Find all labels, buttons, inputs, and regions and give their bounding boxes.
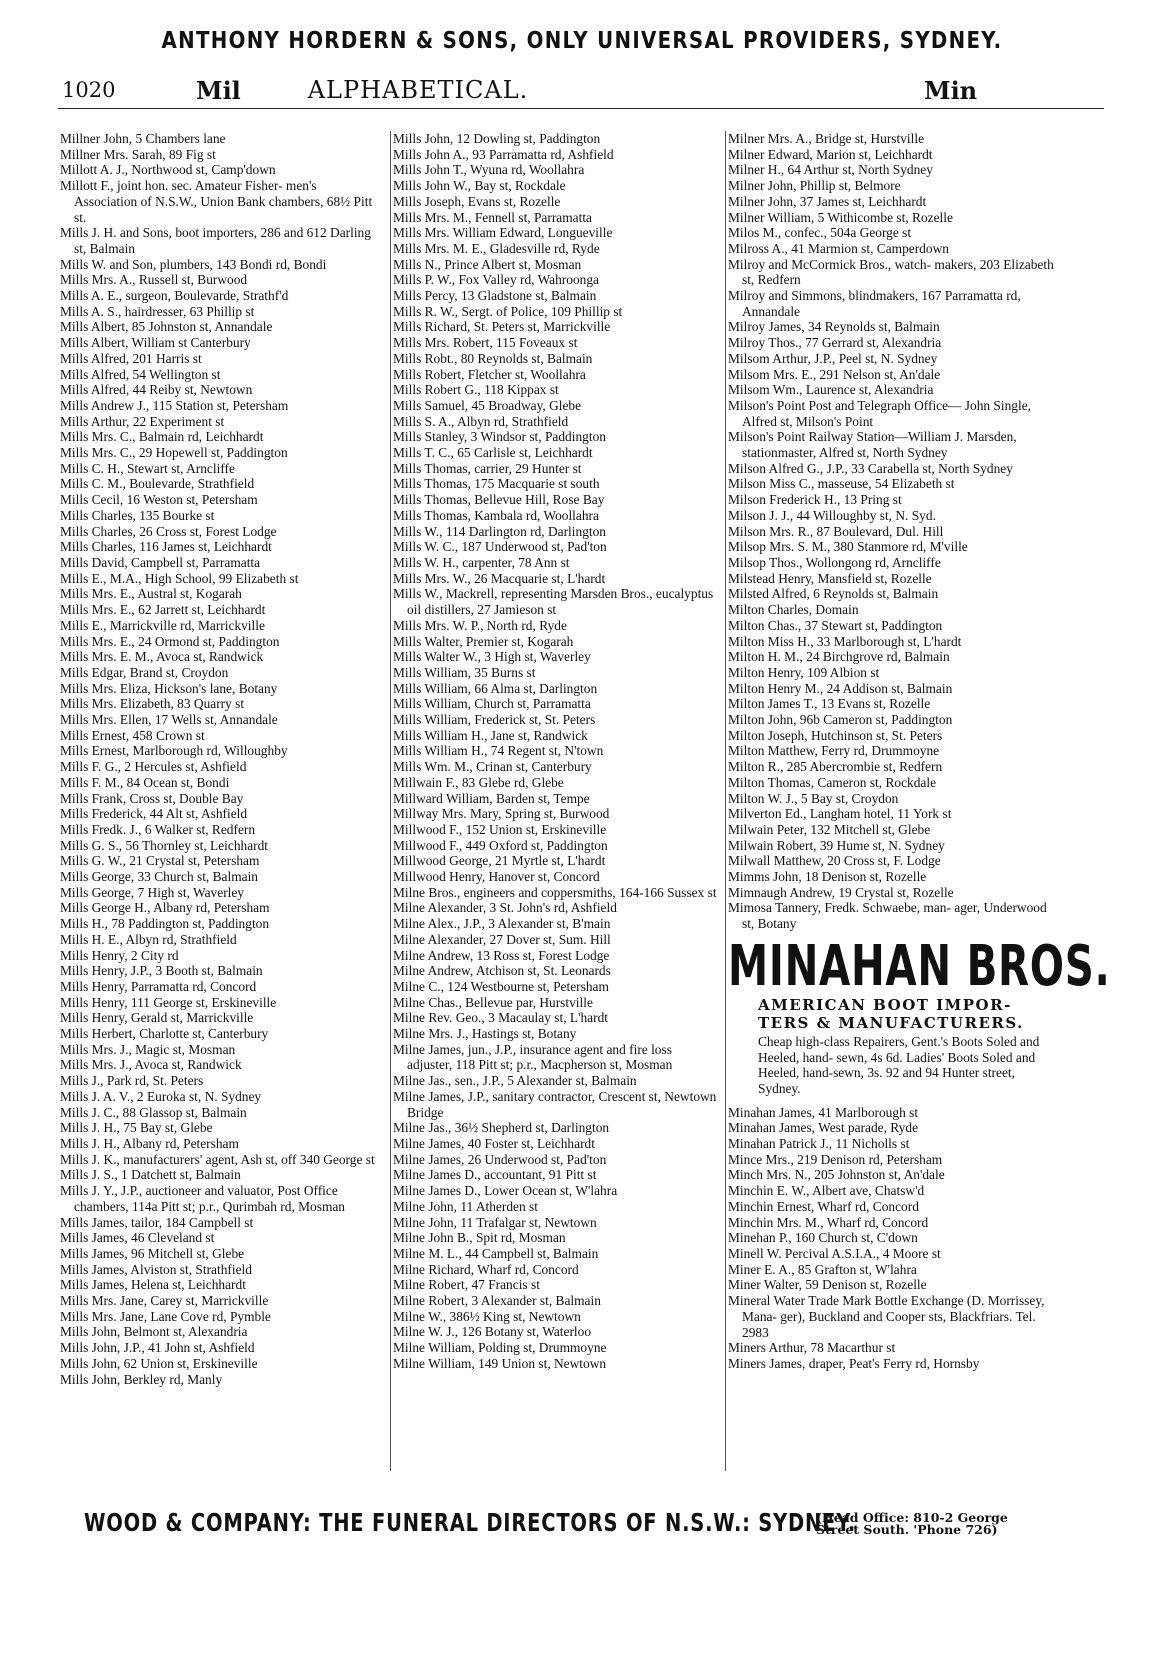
- directory-entry: Mills Mrs. Jane, Carey st, Marrickville: [60, 1293, 269, 1309]
- directory-entry: Mills H. E., Albyn rd, Strathfield: [60, 931, 237, 947]
- directory-entry: Mills J. K., manufacturers' agent, Ash st, off 340 George st: [60, 1151, 375, 1167]
- directory-entry: Mills George, 33 Church st, Balmain: [60, 869, 258, 885]
- directory-entry: Mills Mrs. Robert, 115 Foveaux st: [393, 335, 578, 351]
- directory-entry: Mills Thomas, 175 Macquarie st south: [393, 476, 600, 492]
- directory-entry: Mills E., M.A., High School, 99 Elizabeth st: [60, 570, 299, 586]
- directory-entry: Mills Charles, 116 James st, Leichhardt: [60, 539, 272, 555]
- directory-entry: Milne Richard, Wharf rd, Concord: [393, 1261, 579, 1277]
- directory-entry: Milne James, 40 Foster st, Leichhardt: [393, 1136, 595, 1151]
- directory-entry: Milner John, 37 James st, Leichhardt: [728, 193, 927, 209]
- directory-entry: Milton Chas., 37 Stewart st, Paddington: [728, 617, 943, 633]
- column-3-entries-bottom: [728, 1105, 1054, 1372]
- directory-entry: Milsom Wm., Laurence st, Alexandria: [728, 382, 934, 398]
- directory-entry: Millwood George, 21 Myrtle st, L'hardt: [393, 853, 606, 869]
- directory-entry: Millwain F., 83 Glebe rd, Glebe: [393, 774, 564, 790]
- directory-entry: Milroy Thos., 77 Gerrard st, Alexandria: [728, 335, 942, 351]
- directory-entry: Mills George H., Albany rd, Petersham: [60, 900, 270, 916]
- directory-entry: Milroy James, 34 Reynolds st, Balmain: [728, 319, 940, 335]
- directory-entry: Milwain Peter, 132 Mitchell st, Glebe: [728, 821, 931, 837]
- directory-entry: Mimms John, 18 Denison st, Rozelle: [728, 869, 927, 885]
- directory-entry: Mills Stanley, 3 Windsor st, Paddington: [393, 429, 606, 445]
- directory-entry: Milne W. J., 126 Botany st, Waterloo: [393, 1324, 592, 1340]
- directory-entry: Milner John, Phillip st, Belmore: [728, 178, 901, 194]
- directory-entry: Milne Alexander, 27 Dover st, Sum. Hill: [393, 931, 611, 947]
- directory-entry: Mills Percy, 13 Gladstone st, Balmain: [393, 288, 597, 304]
- directory-entry: Milson J. J., 44 Willoughby st, N. Syd.: [728, 507, 936, 523]
- directory-entry: Milne Mrs. J., Hastings st, Botany: [393, 1026, 577, 1042]
- directory-entry: Millner Mrs. Sarah, 89 Fig st: [60, 146, 216, 162]
- directory-entry: Mills Albert, 85 Johnston st, Annandale: [60, 319, 273, 335]
- page-header: [58, 76, 1104, 109]
- directory-entry: Milne William, Polding st, Drummoyne: [393, 1340, 607, 1356]
- directory-entry: Mills J. H. and Sons, boot importers, 286 and 612 Darling st, Balmain: [60, 225, 371, 256]
- directory-entry: Mills Frank, Cross st, Double Bay: [60, 790, 244, 806]
- directory-entry: Milsop Thos., Wollongong rd, Arncliffe: [728, 554, 941, 570]
- directory-entry: Mills Mrs. Eliza, Hickson's lane, Botany: [60, 680, 278, 696]
- directory-entry: Milton Matthew, Ferry rd, Drummoyne: [728, 743, 940, 759]
- directory-entry: Milos M., confec., 504a George st: [728, 225, 912, 241]
- directory-entry: Mills Mrs. E., 24 Ormond st, Paddington: [60, 633, 280, 649]
- directory-entry: Minchin Mrs. M., Wharf rd, Concord: [728, 1214, 929, 1230]
- directory-entry: Mills Mrs. Ellen, 17 Wells st, Annandale: [60, 712, 278, 728]
- directory-entry: Milton Miss H., 33 Marlborough st, L'hardt: [728, 633, 962, 649]
- directory-entry: Minahan James, West parade, Ryde: [728, 1120, 919, 1136]
- directory-entry: Milton W. J., 5 Bay st, Croydon: [728, 790, 899, 806]
- directory-entry: Mills G. W., 21 Crystal st, Petersham: [60, 853, 260, 869]
- directory-entry: Mills Albert, William st Canterbury: [60, 335, 251, 351]
- directory-entry: Mills J. H., Albany rd, Petersham: [60, 1136, 239, 1151]
- directory-entry: Mills A. S., hairdresser, 63 Phillip st: [60, 303, 255, 319]
- directory-entry: Miners James, draper, Peat's Ferry rd, Hornsby: [728, 1355, 980, 1371]
- directory-entry: Milsom Arthur, J.P., Peel st, N. Sydney: [728, 350, 938, 366]
- directory-entry: Milson Frederick H., 13 Pring st: [728, 492, 902, 508]
- directory-entry: Miner Walter, 59 Denison st, Rozelle: [728, 1277, 927, 1293]
- directory-entry: Mills T. C., 65 Carlisle st, Leichhardt: [393, 445, 593, 461]
- directory-entry: Mills Mrs. W. P., North rd, Ryde: [393, 617, 567, 633]
- advertisement-subtitle: AMERICAN BOOT IMPOR- TERS & MANUFACTURERS.: [758, 995, 1024, 1032]
- directory-entry: Mills N., Prince Albert st, Mosman: [393, 256, 582, 272]
- directory-entry: Milne Alexander, 3 St. John's rd, Ashfield: [393, 900, 617, 916]
- directory-entry: Milne Andrew, Atchison st, St. Leonards: [393, 963, 611, 979]
- directory-entry: Mills William, 66 Alma st, Darlington: [393, 680, 598, 696]
- directory-entry: Milne John B., Spit rd, Mosman: [393, 1230, 566, 1246]
- column-3-entries-top: [728, 131, 1054, 932]
- directory-entry: Mills Alfred, 201 Harris st: [60, 350, 202, 366]
- directory-entry: Mills James, 96 Mitchell st, Glebe: [60, 1245, 245, 1261]
- directory-entry: Mills W. C., 187 Underwood st, Pad'ton: [393, 539, 607, 555]
- directory-entry: Milne Chas., Bellevue par, Hurstville: [393, 994, 593, 1010]
- directory-entry: Mills William H., 74 Regent st, N'town: [393, 743, 604, 759]
- advertisement-name: MINAHAN BROS.: [728, 933, 1111, 999]
- directory-entry: Mineral Water Trade Mark Bottle Exchange (D. Morrissey, Mana- ger), Buckland and Cooper sts, Blackfriars. Tel. 2983: [728, 1293, 1045, 1340]
- page-title: ALPHABETICAL.: [307, 76, 529, 104]
- directory-entry: Millwood F., 152 Union st, Erskineville: [393, 821, 607, 837]
- directory-entry: Mills James, 46 Cleveland st: [60, 1230, 215, 1246]
- directory-entry: Mills Charles, 135 Bourke st: [60, 507, 215, 523]
- directory-entry: Mills John, Berkley rd, Manly: [60, 1371, 223, 1387]
- directory-entry: Mills Herbert, Charlotte st, Canterbury: [60, 1026, 269, 1042]
- directory-entry: Mills Charles, 26 Cross st, Forest Lodge: [60, 523, 277, 539]
- directory-entry: Mills W. H., carpenter, 78 Ann st: [393, 554, 570, 570]
- directory-entry: Mills A. E., surgeon, Boulevarde, Strathf'd: [60, 288, 289, 304]
- footer-office-note: (Head Office: 810-2 George Street South. 'Phone 726): [816, 1510, 1008, 1537]
- directory-entry: Mills Robert, Fletcher st, Woollahra: [393, 366, 586, 382]
- directory-entry: Milne Bros., engineers and coppersmiths, 164-166 Sussex st: [393, 884, 717, 900]
- page-number: 1020: [62, 78, 116, 102]
- directory-entry: Milne Robert, 3 Alexander st, Balmain: [393, 1293, 601, 1309]
- directory-entry: Mills Robert G., 118 Kippax st: [393, 382, 559, 398]
- directory-entry: Milson Miss C., masseuse, 54 Elizabeth st: [728, 476, 955, 492]
- directory-entry: Mills Mrs. E. M., Avoca st, Randwick: [60, 649, 264, 665]
- directory-entry: Mills J. Y., J.P., auctioneer and valuator, Post Office chambers, 114a Pitt st; p.r., Qurimbah rd, Mosman: [60, 1183, 346, 1214]
- directory-entry: Milne James D., Lower Ocean st, W'lahra: [393, 1183, 618, 1199]
- directory-entry: Mills Ernest, 458 Crown st: [60, 727, 205, 743]
- directory-entry: Mills Andrew J., 115 Station st, Petersham: [60, 397, 289, 413]
- directory-entry: Mills W., Mackrell, representing Marsden Bros., eucalyptus oil distillers, 27 Jamieson st: [393, 586, 714, 618]
- directory-entry: Milne John, 11 Atherden st: [393, 1198, 538, 1214]
- directory-entry: Mills Henry, 111 George st, Erskineville: [60, 994, 277, 1010]
- directory-entry: Mills David, Campbell st, Parramatta: [60, 554, 261, 570]
- directory-entry: Mills Henry, Gerald st, Marrickville: [60, 1010, 254, 1026]
- directory-entry: Mills C. M., Boulevarde, Strathfield: [60, 476, 255, 492]
- directory-entry: Milton Henry M., 24 Addison st, Balmain: [728, 680, 953, 696]
- directory-entry: Minahan Patrick J., 11 Nicholls st: [728, 1136, 910, 1152]
- directory-entry: Mills John, 62 Union st, Erskineville: [60, 1355, 258, 1371]
- directory-entry: Milne W., 386½ King st, Newtown: [393, 1308, 581, 1324]
- directory-entry: Mills G. S., 56 Thornley st, Leichhardt: [60, 837, 269, 853]
- directory-entry: Milson's Point Railway Station—William J. Marsden, stationmaster, Alfred st, North Sydney: [728, 429, 1017, 461]
- directory-entry: Mills Mrs. E., 62 Jarrett st, Leichhardt: [60, 602, 266, 618]
- advertisement-body: Cheap high-class Repairers, Gent.'s Boots Soled and Heeled, hand- sewn, 4s 6d. Ladies' Boots Soled and Heeled, hand-sewn, 3s. 92 and 94 Hunter street, Sydney.: [758, 1033, 1040, 1096]
- directory-entry: Mills James, Alviston st, Strathfield: [60, 1261, 252, 1277]
- directory-entry: Milne Rev. Geo., 3 Macaulay st, L'hardt: [393, 1010, 608, 1026]
- directory-entry: Mills W., 114 Darlington rd, Darlington: [393, 523, 606, 539]
- directory-entry: Milson Mrs. R., 87 Boulevard, Dul. Hill: [728, 523, 944, 539]
- directory-entry: Mills John, J.P., 41 John st, Ashfield: [60, 1340, 255, 1356]
- directory-entry: Mills Mrs. A., Russell st, Burwood: [60, 272, 248, 288]
- directory-entry: Mills Mrs. Jane, Lane Cove rd, Pymble: [60, 1308, 271, 1324]
- directory-entry: Mills Richard, St. Peters st, Marrickville: [393, 319, 611, 335]
- directory-entry: Mills Ernest, Marlborough rd, Willoughby: [60, 743, 288, 759]
- directory-entry: Mills Frederick, 44 Alt st, Ashfield: [60, 806, 248, 822]
- directory-entry: Milton H. M., 24 Birchgrove rd, Balmain: [728, 649, 950, 665]
- directory-entry: Millott A. J., Northwood st, Camp'down: [60, 162, 276, 178]
- directory-entry: Milstead Henry, Mansfield st, Rozelle: [728, 570, 932, 586]
- directory-entry: Milne Jas., 36½ Shepherd st, Darlington: [393, 1120, 610, 1136]
- directory-entry: Miners Arthur, 78 Macarthur st: [728, 1340, 896, 1356]
- directory-entry: Millwood F., 449 Oxford st, Paddington: [393, 837, 608, 853]
- directory-entry: Mills William, Church st, Parramatta: [393, 696, 591, 712]
- directory-entry: Milton Charles, Domain: [728, 602, 859, 618]
- directory-entry: Milne James D., accountant, 91 Pitt st: [393, 1167, 597, 1183]
- directory-entry: Milner Mrs. A., Bridge st, Hurstville: [728, 131, 925, 146]
- directory-entry: Mills Walter W., 3 High st, Waverley: [393, 649, 591, 665]
- directory-entry: Minchin Ernest, Wharf rd, Concord: [728, 1198, 919, 1214]
- directory-entry: Milsom Mrs. E., 291 Nelson st, An'dale: [728, 366, 941, 382]
- directory-entry: Mills E., Marrickville rd, Marrickville: [60, 617, 265, 633]
- directory-entry: Milne M. L., 44 Campbell st, Balmain: [393, 1245, 599, 1261]
- directory-entry: Mills Arthur, 22 Experiment st: [60, 413, 225, 429]
- directory-entry: Mills Thomas, Kambala rd, Woollahra: [393, 507, 599, 523]
- directory-entry: Mills Fredk. J., 6 Walker st, Redfern: [60, 821, 256, 837]
- directory-entry: Mills Mrs. J., Magic st, Mosman: [60, 1041, 236, 1057]
- directory-entry: Mince Mrs., 219 Denison rd, Petersham: [728, 1151, 943, 1167]
- directory-entry: Mills W. and Son, plumbers, 143 Bondi rd, Bondi: [60, 256, 327, 272]
- directory-entry: Mills F. M., 84 Ocean st, Bondi: [60, 774, 230, 790]
- directory-entry: Milner William, 5 Withicombe st, Rozelle: [728, 209, 953, 225]
- directory-entry: Milne Robert, 47 Francis st: [393, 1277, 540, 1293]
- directory-entry: Mills John T., Wyuna rd, Woollahra: [393, 162, 585, 178]
- directory-entry: Mills R. W., Sergt. of Police, 109 Phillip st: [393, 303, 623, 319]
- directory-entry: Milne Alex., J.P., 3 Alexander st, B'main: [393, 916, 611, 932]
- directory-entry: Mills P. W., Fox Valley rd, Wahroonga: [393, 272, 599, 288]
- directory-entry: Milroy and Simmons, blindmakers, 167 Parramatta rd, Annandale: [728, 288, 1021, 319]
- directory-entry: Mills William, 35 Burns st: [393, 664, 536, 680]
- directory-entry: Mills Alfred, 54 Wellington st: [60, 366, 221, 382]
- directory-entry: Mills Thomas, carrier, 29 Hunter st: [393, 460, 582, 476]
- directory-entry: Milne Jas., sen., J.P., 5 Alexander st, Balmain: [393, 1073, 637, 1089]
- directory-entry: Mills James, Helena st, Leichhardt: [60, 1277, 246, 1293]
- directory-entry: Mills J. S., 1 Datchett st, Balmain: [60, 1167, 241, 1183]
- minahan-bros-advertisement: [728, 933, 1111, 1097]
- directory-entry: Mills John A., 93 Parramatta rd, Ashfield: [393, 146, 614, 162]
- directory-entry: Mills Mrs. M. E., Gladesville rd, Ryde: [393, 240, 600, 256]
- directory-entry: Mills Mrs. C., 29 Hopewell st, Paddington: [60, 445, 288, 461]
- directory-entry: Mills Walter, Premier st, Kogarah: [393, 633, 574, 649]
- directory-entry: Milross A., 41 Marmion st, Camperdown: [728, 240, 949, 256]
- directory-entry: Milsted Alfred, 6 Reynolds st, Balmain: [728, 586, 939, 602]
- directory-entry: Mills Henry, J.P., 3 Booth st, Balmain: [60, 963, 263, 979]
- page-footer: [60, 1508, 1120, 1548]
- directory-entry: Mills Mrs. C., Balmain rd, Leichhardt: [60, 429, 264, 445]
- directory-entry: Mills Henry, Parramatta rd, Concord: [60, 978, 257, 994]
- directory-entry: Minchin E. W., Albert ave, Chatsw'd: [728, 1183, 925, 1199]
- directory-entry: Mills John, Belmont st, Alexandria: [60, 1324, 248, 1340]
- directory-column-3: [725, 131, 1111, 1471]
- directory-entry: Mills Henry, 2 City rd: [60, 947, 179, 963]
- directory-entry: Milne William, 149 Union st, Newtown: [393, 1355, 607, 1371]
- directory-entry: Mills C. H., Stewart st, Arncliffe: [60, 460, 235, 476]
- directory-column-2: [390, 131, 718, 1471]
- directory-entry: Mills Thomas, Bellevue Hill, Rose Bay: [393, 492, 605, 508]
- directory-entry: Milne James, 26 Underwood st, Pad'ton: [393, 1151, 607, 1167]
- directory-entry: Milner Edward, Marion st, Leichhardt: [728, 146, 933, 162]
- directory-entry: Mills S. A., Albyn rd, Strathfield: [393, 413, 569, 429]
- directory-entry: Minch Mrs. N., 205 Johnston st, An'dale: [728, 1167, 945, 1183]
- directory-entry: Mills Robt., 80 Reynolds st, Balmain: [393, 350, 593, 366]
- directory-entry: Mills Mrs. Elizabeth, 83 Quarry st: [60, 696, 245, 712]
- directory-entry: Mills James, tailor, 184 Campbell st: [60, 1214, 254, 1230]
- directory-entry: Millwood Henry, Hanover st, Concord: [393, 869, 600, 885]
- header-to-word: Min: [924, 76, 978, 105]
- directory-entry: Milton Joseph, Hutchinson st, St. Peters: [728, 727, 943, 743]
- directory-entry: Mills F. G., 2 Hercules st, Ashfield: [60, 759, 247, 775]
- directory-entry: Milton Henry, 109 Albion st: [728, 664, 880, 680]
- directory-entry: Mills Mrs. M., Fennell st, Parramatta: [393, 209, 592, 225]
- directory-entry: Mills George, 7 High st, Waverley: [60, 884, 245, 900]
- directory-entry: Mills John W., Bay st, Rockdale: [393, 178, 566, 194]
- directory-entry: Minehan P., 160 Church st, C'down: [728, 1230, 918, 1246]
- directory-entry: Milne John, 11 Trafalgar st, Newtown: [393, 1214, 597, 1230]
- directory-entry: Mills J. H., 75 Bay st, Glebe: [60, 1120, 213, 1136]
- directory-entry: Mills Alfred, 44 Reiby st, Newtown: [60, 382, 253, 398]
- directory-entry: Milne Andrew, 13 Ross st, Forest Lodge: [393, 947, 610, 963]
- directory-entry: Milton John, 96b Cameron st, Paddington: [728, 712, 953, 728]
- directory-column-1: [60, 131, 382, 1387]
- directory-entry: Milsop Mrs. S. M., 380 Stanmore rd, M'ville: [728, 539, 968, 555]
- directory-entry: Mills Mrs. J., Avoca st, Randwick: [60, 1057, 242, 1073]
- directory-entry: Mills H., 78 Paddington st, Paddington: [60, 916, 270, 932]
- directory-entry: Mills John, 12 Dowling st, Paddington: [393, 131, 601, 146]
- directory-entry: Mills Joseph, Evans st, Rozelle: [393, 193, 561, 209]
- directory-entry: Minahan James, 41 Marlborough st: [728, 1104, 919, 1120]
- footer-advertisement: WOOD & COMPANY: THE FUNERAL DIRECTORS OF N.S.W.: SYDNEY.: [84, 1508, 857, 1537]
- directory-entry: Milverton Ed., Langham hotel, 11 York st: [728, 806, 952, 822]
- header-from-word: Mil: [196, 76, 241, 105]
- directory-entry: Mills Mrs. E., Austral st, Kogarah: [60, 586, 242, 602]
- directory-entry: Milne James, jun., J.P., insurance agent and fire loss adjuster, 118 Pitt st; p.r., Macpherson st, Mosman: [393, 1041, 673, 1073]
- directory-entry: Millott F., joint hon. sec. Amateur Fisher- men's Association of N.S.W., Union Bank chambers, 68½ Pitt st.: [60, 178, 373, 225]
- directory-entry: Mills Edgar, Brand st, Croydon: [60, 664, 229, 680]
- directory-entry: Milwall Matthew, 20 Cross st, F. Lodge: [728, 853, 941, 869]
- directory-entry: Milton James T., 13 Evans st, Rozelle: [728, 696, 931, 712]
- directory-entry: Milton R., 285 Abercrombie st, Redfern: [728, 759, 943, 775]
- directory-entry: Mills William, Frederick st, St. Peters: [393, 712, 596, 728]
- directory-entry: Milton Thomas, Cameron st, Rockdale: [728, 774, 937, 790]
- directory-entry: Mills Samuel, 45 Broadway, Glebe: [393, 397, 582, 413]
- directory-entry: Millner John, 5 Chambers lane: [60, 131, 226, 146]
- directory-entry: Milroy and McCormick Bros., watch- makers, 203 Elizabeth st, Redfern: [728, 256, 1054, 288]
- directory-entry: Milson Alfred G., J.P., 33 Carabella st, North Sydney: [728, 460, 1013, 476]
- directory-entry: Millway Mrs. Mary, Spring st, Burwood: [393, 806, 610, 822]
- directory-entry: Mills J. C., 88 Glassop st, Balmain: [60, 1104, 247, 1120]
- directory-entry: Millward William, Barden st, Tempe: [393, 790, 590, 806]
- directory-entry: Mills J., Park rd, St. Peters: [60, 1073, 204, 1089]
- directory-entry: Miner E. A., 85 Grafton st, W'lahra: [728, 1261, 917, 1277]
- directory-entry: Milner H., 64 Arthur st, North Sydney: [728, 162, 933, 178]
- directory-entry: Mills William H., Jane st, Randwick: [393, 727, 588, 743]
- directory-entry: Mills Mrs. William Edward, Longueville: [393, 225, 613, 241]
- advertising-banner: ANTHONY HORDERN & SONS, ONLY UNIVERSAL PROVIDERS, SYDNEY.: [161, 28, 1003, 54]
- directory-entry: Milwain Robert, 39 Hume st, N. Sydney: [728, 837, 945, 853]
- directory-entry: Mills Wm. M., Crinan st, Canterbury: [393, 759, 592, 775]
- directory-entry: Milne James, J.P., sanitary contractor, Crescent st, Newtown Bridge: [393, 1088, 717, 1120]
- directory-entry: Mills Mrs. W., 26 Macquarie st, L'hardt: [393, 570, 606, 586]
- directory-entry: Mimnaugh Andrew, 19 Crystal st, Rozelle: [728, 884, 954, 900]
- directory-entry: Milne C., 124 Westbourne st, Petersham: [393, 978, 609, 994]
- directory-entry: Minell W. Percival A.S.I.A., 4 Moore st: [728, 1246, 941, 1261]
- directory-entry: Milson's Point Post and Telegraph Office— John Single, Alfred st, Milson's Point: [728, 397, 1032, 429]
- directory-entry: Mills J. A. V., 2 Euroka st, N. Sydney: [60, 1088, 262, 1104]
- directory-entry: Mimosa Tannery, Fredk. Schwaebe, man- ager, Underwood st, Botany: [728, 900, 1047, 932]
- directory-entry: Mills Cecil, 16 Weston st, Petersham: [60, 492, 258, 508]
